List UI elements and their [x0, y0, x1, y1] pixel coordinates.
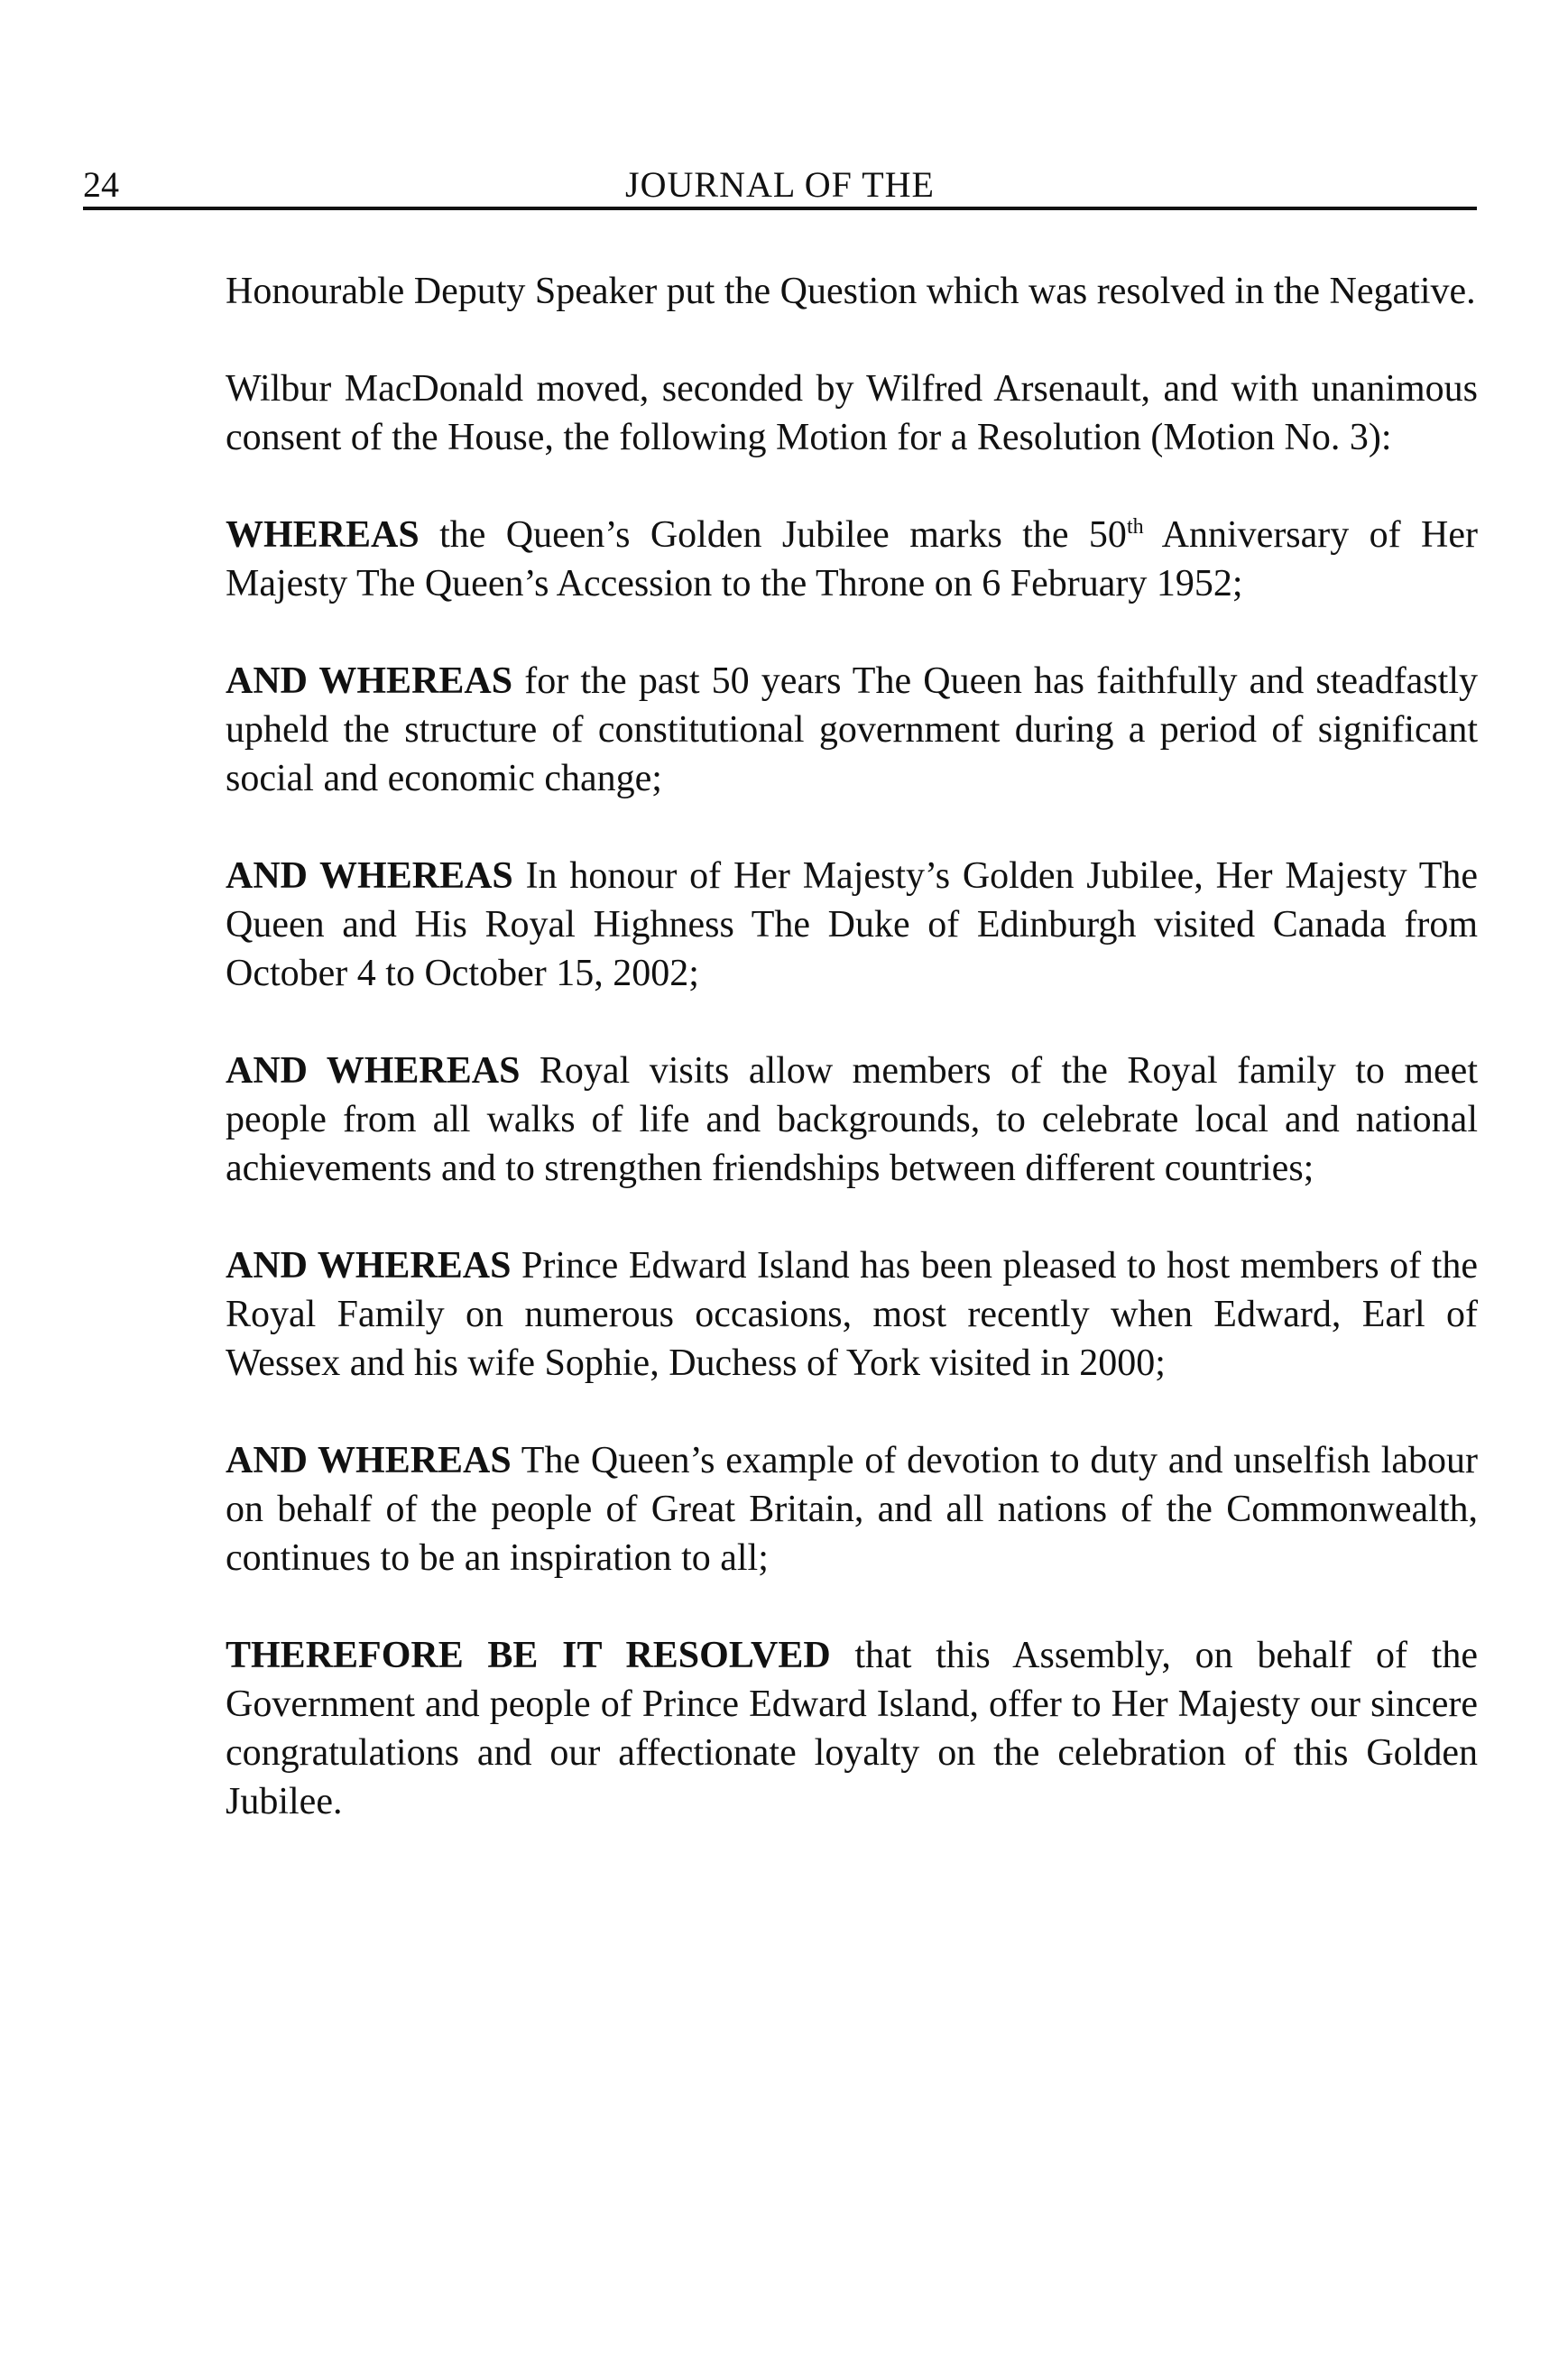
clause-keyword: AND WHEREAS	[226, 1245, 512, 1287]
paragraph-text: the Queen’s Golden Jubilee marks the 50	[419, 514, 1127, 556]
journal-title: JOURNAL OF THE	[625, 164, 935, 205]
paragraph-whereas-jubilee	[226, 511, 1478, 608]
paragraph-text: for the past 50 years The Queen has faithfully and steadfastly upheld the structure of constitutional government during a period of significant social and economic change;	[226, 660, 1479, 799]
paragraph-whereas-devotion	[226, 1436, 1478, 1582]
paragraph-text: The Queen’s example of devotion to duty and unselfish labour on behalf of the people of Great Britain, and all nations of the Commonwealth, continues to be an inspiration to all;	[226, 1440, 1479, 1579]
clause-keyword: WHEREAS	[226, 514, 420, 556]
paragraph-text: Anniversary of Her Majesty The Queen’s Accession to the Throne on 6 February 1952;	[226, 514, 1479, 604]
paragraph-whereas-royal-visits	[226, 1047, 1478, 1193]
header-rule	[83, 207, 1477, 210]
paragraph-text: Prince Edward Island has been pleased to host members of the Royal Family on numerous occasions, most recently when Edward, Earl of Wessex and his wife Sophie, Duchess of York visited in 2000;	[226, 1245, 1478, 1384]
paragraph-text: Honourable Deputy Speaker put the Question which was resolved in the Negative.	[226, 271, 1476, 312]
page-number: 24	[83, 164, 119, 205]
clause-keyword: AND WHEREAS	[226, 855, 513, 897]
paragraph-question-result	[226, 267, 1478, 316]
journal-body	[226, 267, 1478, 1875]
paragraph-text: Wilbur MacDonald moved, seconded by Wilfred Arsenault, and with unanimous consent of the House, the following Motion for a Resolution (Motion No. 3):	[226, 368, 1478, 458]
paragraph-motion-introduction	[226, 364, 1478, 462]
paragraph-text: Royal visits allow members of the Royal family to meet people from all walks of life and backgrounds, to celebrate local and national achievements and to strengthen friendships between different countries;	[226, 1050, 1478, 1189]
paragraph-whereas-canada-visit	[226, 852, 1478, 998]
ordinal-suffix: th	[1126, 515, 1144, 539]
clause-keyword: AND WHEREAS	[226, 1050, 521, 1092]
paragraph-whereas-pei-host	[226, 1241, 1478, 1388]
paragraph-resolution	[226, 1631, 1478, 1826]
clause-keyword: THEREFORE BE IT RESOLVED	[226, 1635, 831, 1676]
paragraph-text: that this Assembly, on behalf of the Government and people of Prince Edward Island, offer to Her Majesty our sincere congratulations and our affectionate loyalty on the celebration of this Golden Jubilee.	[226, 1635, 1478, 1822]
paragraph-whereas-government	[226, 657, 1478, 803]
clause-keyword: AND WHEREAS	[226, 660, 513, 702]
clause-keyword: AND WHEREAS	[226, 1440, 512, 1481]
paragraph-text: In honour of Her Majesty’s Golden Jubilee, Her Majesty The Queen and His Royal Highness The Duke of Edinburgh visited Canada from October 4 to October 15, 2002;	[226, 855, 1478, 994]
running-head	[83, 162, 1477, 208]
